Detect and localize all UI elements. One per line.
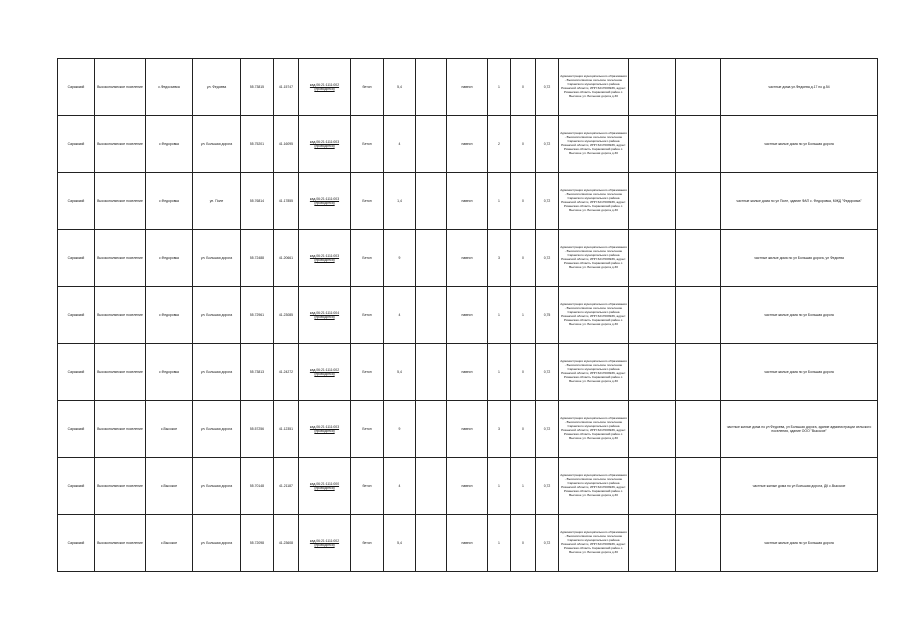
empty-cell	[416, 515, 447, 572]
volume-cell: 0,72	[536, 344, 559, 401]
owner-cell: Администрация муниципального образования - Высокополянское сельское поселение Саракского муниципального района Рязанской области, ИНН 6217009936, адрес: Рязанская область Сараковский район с. Высокое ул. Большая дорога д.30	[559, 230, 629, 287]
cadastre-status: (проводится)	[314, 486, 335, 490]
empty-cell	[629, 116, 676, 173]
empty-cell	[416, 458, 447, 515]
container-type-cell: навесн	[447, 116, 488, 173]
settlement-cell: Высокополянское поселение	[95, 59, 146, 116]
cadastre-status: (проводится)	[314, 372, 335, 376]
owner-cell: Администрация муниципального образования - Высокополянское сельское поселение Саракского муниципального района Рязанской области, ИНН 6217009936, адрес: Рязанская область Сараковский район с. Высокое ул. Большая дорога д.30	[559, 515, 629, 572]
owner-cell: Администрация муниципального образования - Высокополянское сельское поселение Саракского муниципального района Рязанской области, ИНН 6217009936, адрес: Рязанская область Сараковский район с. Высокое ул. Большая дорога д.30	[559, 344, 629, 401]
district-cell: Саракский	[58, 59, 95, 116]
cadastre-link[interactable]: кад.06:21:1111:003	[309, 253, 340, 258]
table-row	[58, 515, 878, 572]
settlement-cell: Высокополянское поселение	[95, 116, 146, 173]
cadastre-cell	[299, 116, 351, 173]
container-type-cell: навесн	[447, 344, 488, 401]
place-cell: с.Высокое	[146, 515, 193, 572]
area-cell: 1,4	[384, 173, 416, 230]
table-row	[58, 173, 878, 230]
latitude-cell: 55.72488	[241, 230, 274, 287]
served-objects-cell: частные жилые дома по ул Большая дорога, ДК с.Высокое	[721, 458, 878, 515]
container-count-cell: 1	[488, 515, 511, 572]
registry-table	[57, 58, 878, 572]
place-cell: с.Федоровка	[146, 173, 193, 230]
cadastre-status: (проводится)	[314, 87, 335, 91]
area-cell: 9	[384, 230, 416, 287]
container-count-cell: 1	[488, 173, 511, 230]
empty-cell	[629, 458, 676, 515]
street-cell: ул. Поле	[193, 173, 241, 230]
longitude-cell: 41.23085	[274, 287, 299, 344]
empty-cell	[676, 458, 721, 515]
container-count-cell: 1	[488, 344, 511, 401]
table-row	[58, 401, 878, 458]
volume-cell: 0,72	[536, 116, 559, 173]
container-count-cell: 2	[488, 116, 511, 173]
cadastre-cell	[299, 173, 351, 230]
place-cell: с.Федоровка	[146, 230, 193, 287]
empty-cell	[676, 230, 721, 287]
served-objects-cell: частные жилые дома по ул Федоева, ул Большая дорога, здание администрации сельского поселения, здание ООО "Высокое"	[721, 401, 878, 458]
longitude-cell: 41.24272	[274, 344, 299, 401]
place-cell: с.Высокое	[146, 458, 193, 515]
empty-cell	[629, 173, 676, 230]
planned-count-cell: 1	[511, 458, 536, 515]
empty-cell	[416, 344, 447, 401]
planned-count-cell: 0	[511, 59, 536, 116]
latitude-cell: 55.72098	[241, 515, 274, 572]
longitude-cell: 41.16095	[274, 116, 299, 173]
volume-cell: 0,75	[536, 287, 559, 344]
table-row	[58, 344, 878, 401]
registry-rows	[58, 59, 878, 572]
volume-cell: 0,72	[536, 173, 559, 230]
table-row	[58, 116, 878, 173]
settlement-cell: Высокополянское поселение	[95, 401, 146, 458]
table-row	[58, 59, 878, 116]
cadastre-status: (проводится)	[314, 429, 335, 433]
volume-cell: 0,72	[536, 515, 559, 572]
street-cell: ул. Большая дорога	[193, 458, 241, 515]
latitude-cell: 55.70148	[241, 458, 274, 515]
district-cell: Саракский	[58, 344, 95, 401]
planned-count-cell: 0	[511, 515, 536, 572]
planned-count-cell: 1	[511, 287, 536, 344]
served-objects-cell: частные жилые дома по ул Большая дорога	[721, 116, 878, 173]
area-cell: 4	[384, 458, 416, 515]
cadastre-link[interactable]: кад.06:21:1111:002	[309, 82, 340, 87]
street-cell: ул. Большая дорога	[193, 116, 241, 173]
surface-cell: Бетон	[351, 230, 384, 287]
area-cell: 9	[384, 401, 416, 458]
latitude-cell: 55.75201	[241, 116, 274, 173]
area-cell: 5,4	[384, 59, 416, 116]
owner-cell: Администрация муниципального образования - Высокополянское сельское поселение Саракского муниципального района Рязанской области, ИНН 6217009936, адрес: Рязанская область Сараковский район с. Высокое ул. Большая дорога д.30	[559, 287, 629, 344]
volume-cell: 0,72	[536, 59, 559, 116]
container-type-cell: навесн	[447, 287, 488, 344]
street-cell: ул. Большая дорога	[193, 344, 241, 401]
empty-cell	[416, 401, 447, 458]
served-objects-cell: частные жилые дома по ул Большая дорога, ул Федоева	[721, 230, 878, 287]
container-type-cell: навесн	[447, 515, 488, 572]
cadastre-link[interactable]: кад.06:21:1111:003	[309, 196, 340, 201]
served-objects-cell: частные жилые дома по ул Большая дорога	[721, 287, 878, 344]
cadastre-link[interactable]: кад.06:21:1111:003	[309, 139, 340, 144]
container-type-cell: навесн	[447, 230, 488, 287]
empty-cell	[629, 230, 676, 287]
street-cell: ул. Большая дорога	[193, 401, 241, 458]
cadastre-link[interactable]: кад.06:21:1111:000	[309, 481, 340, 486]
served-objects-cell: частные жилые дома по ул Поле, здание ФАП с. Федоровка, МЖД "Федоровка"	[721, 173, 878, 230]
served-objects-cell: частные жилые дома по ул Большая дорога	[721, 515, 878, 572]
empty-cell	[629, 287, 676, 344]
owner-cell: Администрация муниципального образования - Высокополянское сельское поселение Саракского муниципального района Рязанской области, ИНН 6217009936, адрес: Рязанская область Сараковский район с. Высокое ул. Большая дорога д.30	[559, 116, 629, 173]
empty-cell	[629, 401, 676, 458]
district-cell: Саракский	[58, 230, 95, 287]
place-cell: с.Федоровка	[146, 287, 193, 344]
empty-cell	[416, 173, 447, 230]
street-cell: ул. Федоева	[193, 59, 241, 116]
container-type-cell: навесн	[447, 458, 488, 515]
volume-cell: 0,72	[536, 230, 559, 287]
empty-cell	[416, 116, 447, 173]
latitude-cell: 55.72961	[241, 287, 274, 344]
container-count-cell: 1	[488, 59, 511, 116]
cadastre-cell	[299, 287, 351, 344]
owner-cell: Администрация муниципального образования - Высокополянское сельское поселение Саракского муниципального района Рязанской области, ИНН 6217009936, адрес: Рязанская область Сараковский район с. Высокое ул. Большая дорога д.30	[559, 458, 629, 515]
empty-cell	[676, 59, 721, 116]
cadastre-status: (проводится)	[314, 315, 335, 319]
owner-cell: Администрация муниципального образования - Высокополянское сельское поселение Саракского муниципального района Рязанской области, ИНН 6217009936, адрес: Рязанская область Сараковский район с. Высокое ул. Большая дорога д.30	[559, 401, 629, 458]
surface-cell: Бетон	[351, 116, 384, 173]
place-cell: с.Высокое	[146, 401, 193, 458]
table-row	[58, 458, 878, 515]
settlement-cell: Высокополянское поселение	[95, 515, 146, 572]
cadastre-status: (проводится)	[314, 258, 335, 262]
surface-cell: Бетон	[351, 401, 384, 458]
empty-cell	[676, 401, 721, 458]
container-count-cell: 1	[488, 287, 511, 344]
latitude-cell: 55.57256	[241, 401, 274, 458]
empty-cell	[629, 59, 676, 116]
empty-cell	[676, 287, 721, 344]
empty-cell	[676, 116, 721, 173]
empty-cell	[676, 344, 721, 401]
empty-cell	[416, 59, 447, 116]
surface-cell: Бетон	[351, 173, 384, 230]
longitude-cell: 41.17855	[274, 173, 299, 230]
owner-cell: Администрация муниципального образования - Высокополянское сельское поселение Саракского муниципального района Рязанской области, ИНН 6217009936, адрес: Рязанская область Сараковский район с. Высокое ул. Большая дорога д.30	[559, 173, 629, 230]
planned-count-cell: 0	[511, 344, 536, 401]
surface-cell: Бетон	[351, 287, 384, 344]
empty-cell	[416, 287, 447, 344]
street-cell: ул. Большая дорога	[193, 287, 241, 344]
planned-count-cell: 0	[511, 230, 536, 287]
container-count-cell: 1	[488, 458, 511, 515]
registry-sheet	[57, 58, 872, 572]
settlement-cell: Высокополянское поселение	[95, 230, 146, 287]
cadastre-link[interactable]: кад.06:21:1111:002	[309, 538, 340, 543]
surface-cell: бетон	[351, 59, 384, 116]
district-cell: Саракский	[58, 287, 95, 344]
longitude-cell: 41.15747	[274, 59, 299, 116]
empty-cell	[676, 173, 721, 230]
district-cell: Саракский	[58, 458, 95, 515]
cadastre-status: (проводится)	[314, 201, 335, 205]
latitude-cell: 55.73813	[241, 344, 274, 401]
settlement-cell: Высокополянское поселение	[95, 173, 146, 230]
container-type-cell: навесн	[447, 173, 488, 230]
empty-cell	[629, 344, 676, 401]
settlement-cell: Высокополянское поселение	[95, 458, 146, 515]
cadastre-link[interactable]: кад.06:21:1111:004	[309, 310, 340, 315]
settlement-cell: Высокополянское поселение	[95, 344, 146, 401]
cadastre-status: (проводится)	[314, 543, 335, 547]
latitude-cell: 55.73815	[241, 59, 274, 116]
longitude-cell: 41.21187	[274, 458, 299, 515]
served-objects-cell: частные дома ул.Федоева д.17 по д.54	[721, 59, 878, 116]
cadastre-link[interactable]: кад.06:21:1111:002	[309, 367, 340, 372]
cadastre-status: (проводится)	[314, 144, 335, 148]
empty-cell	[676, 515, 721, 572]
place-cell: с.Федоровка	[146, 344, 193, 401]
cadastre-cell	[299, 344, 351, 401]
owner-cell: Администрация муниципального образования - Высокополянское сельское поселение Саракского муниципального района Рязанской области, ИНН 6217009936, адрес: Рязанская область Сараковский район с. Высокое ул. Большая дорога д.30	[559, 59, 629, 116]
container-type-cell: навесн	[447, 59, 488, 116]
street-cell: ул. Большая дорога	[193, 515, 241, 572]
place-cell: с.Федоровка	[146, 116, 193, 173]
table-row	[58, 230, 878, 287]
settlement-cell: Высокополянское поселение	[95, 287, 146, 344]
planned-count-cell: 0	[511, 116, 536, 173]
longitude-cell: 41.12351	[274, 401, 299, 458]
empty-cell	[629, 515, 676, 572]
district-cell: Саракский	[58, 116, 95, 173]
area-cell: 4	[384, 116, 416, 173]
district-cell: Саракский	[58, 515, 95, 572]
empty-cell	[416, 230, 447, 287]
planned-count-cell: 0	[511, 173, 536, 230]
cadastre-cell	[299, 230, 351, 287]
container-count-cell: 3	[488, 230, 511, 287]
surface-cell: Бетон	[351, 344, 384, 401]
surface-cell: бетон	[351, 515, 384, 572]
cadastre-cell	[299, 515, 351, 572]
area-cell: 5,4	[384, 344, 416, 401]
volume-cell: 0,72	[536, 401, 559, 458]
district-cell: Саракский	[58, 401, 95, 458]
served-objects-cell: частные жилые дома по ул Большая дорога	[721, 344, 878, 401]
container-count-cell: 3	[488, 401, 511, 458]
table-row	[58, 287, 878, 344]
longitude-cell: 41.20661	[274, 230, 299, 287]
place-cell: с.Федосьевка	[146, 59, 193, 116]
street-cell: ул. Большая дорога	[193, 230, 241, 287]
area-cell: 5,4	[384, 515, 416, 572]
container-type-cell: навесн	[447, 401, 488, 458]
cadastre-link[interactable]: кад.06:21:1111:003	[309, 424, 340, 429]
cadastre-cell	[299, 458, 351, 515]
cadastre-cell	[299, 59, 351, 116]
latitude-cell: 55.76814	[241, 173, 274, 230]
surface-cell: бетон	[351, 458, 384, 515]
cadastre-cell	[299, 401, 351, 458]
longitude-cell: 41.23608	[274, 515, 299, 572]
area-cell: 4	[384, 287, 416, 344]
district-cell: Саракский	[58, 173, 95, 230]
planned-count-cell: 0	[511, 401, 536, 458]
volume-cell: 0,72	[536, 458, 559, 515]
